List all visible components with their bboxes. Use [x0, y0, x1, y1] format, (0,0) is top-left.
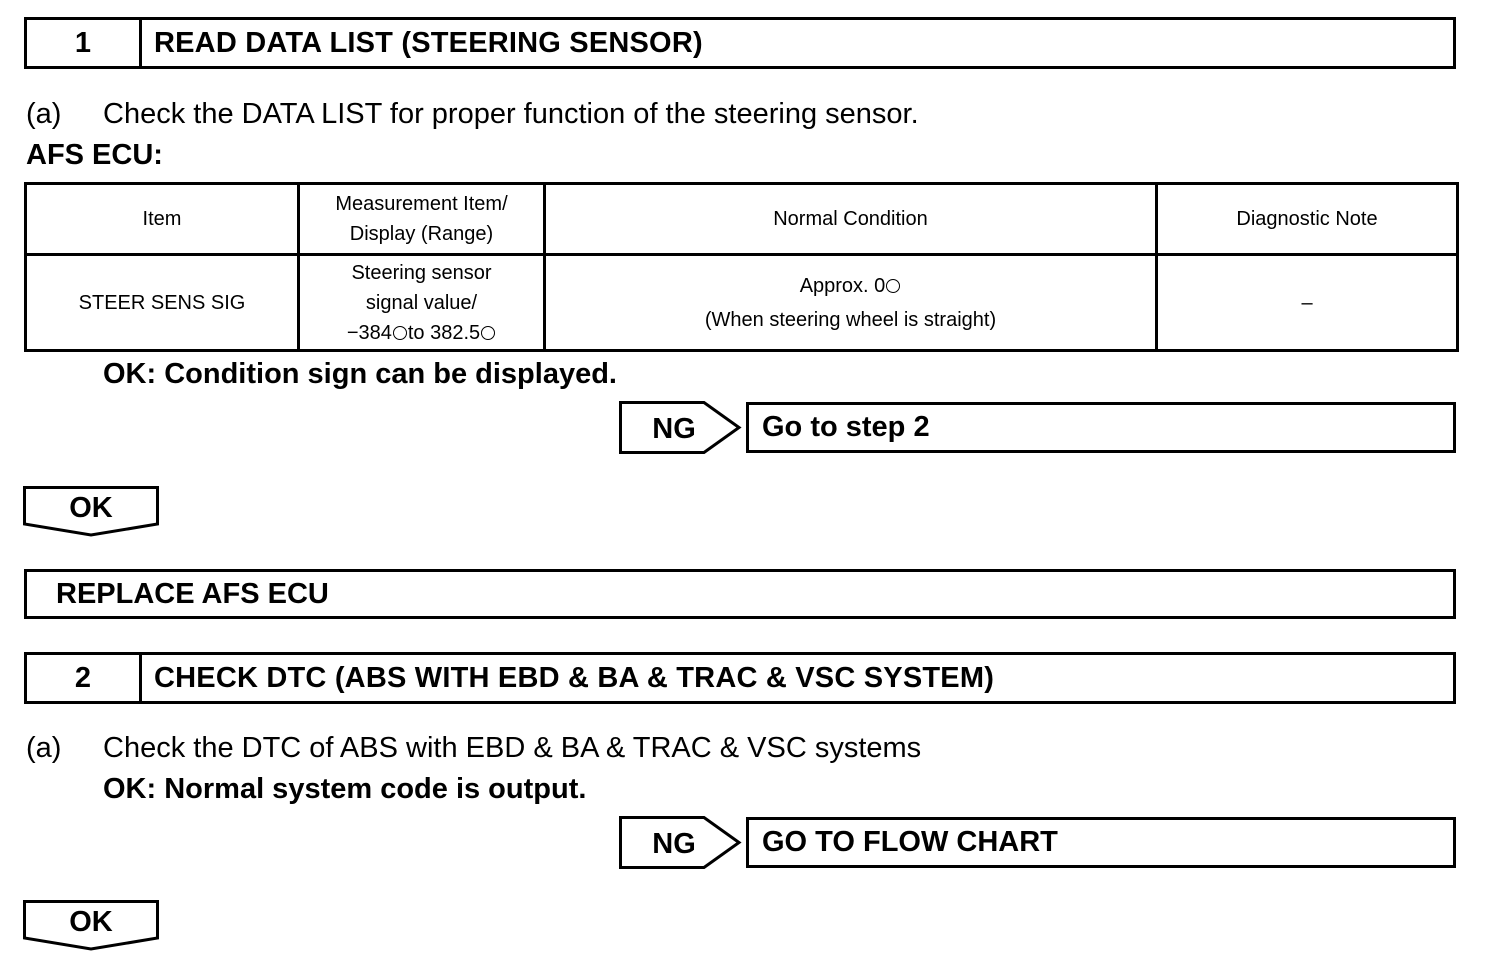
step-1-title: READ DATA LIST (STEERING SENSOR) [154, 26, 703, 59]
cell-measurement-range [304, 318, 539, 348]
step-2-ng-arrow [619, 816, 743, 869]
header-measurement-line1: Measurement Item/ [335, 193, 508, 215]
cell-normal-condition [545, 255, 1157, 351]
degree-icon [886, 279, 900, 293]
header-diagnostic-note: Diagnostic Note [1157, 184, 1458, 255]
cell-item: STEER SENS SIG [26, 255, 299, 351]
range-min: −384 [346, 321, 392, 344]
cell-measurement-line1: Steering sensor [351, 261, 492, 284]
table-header-row [26, 184, 1458, 255]
step-2-number: 2 [27, 655, 142, 701]
table-row [26, 255, 1458, 351]
header-item: Item [26, 184, 299, 255]
step-1-ng-arrow [619, 401, 743, 454]
step-2-ng-action: GO TO FLOW CHART [746, 817, 1456, 868]
header-measurement [299, 184, 545, 255]
step-1-header [24, 17, 1456, 69]
step-1-number: 1 [27, 20, 142, 66]
data-list-table [24, 182, 1459, 352]
afs-ecu-label: AFS ECU: [26, 139, 163, 171]
header-measurement-line2: Display (Range) [349, 223, 494, 245]
step-1-ng-action: Go to step 2 [746, 402, 1456, 453]
range-max: to 382.5 [407, 321, 481, 344]
step-2-instruction: Check the DTC of ABS with EBD & BA & TRAC & VSC systems [103, 732, 922, 764]
step-1-ng-label: NG [652, 413, 696, 445]
step-2-header [24, 652, 1456, 704]
step-2-instruction-marker: (a) [26, 732, 62, 764]
step-1-ok-label: OK [69, 492, 113, 524]
step-1-ok-tag [23, 486, 159, 536]
step-1-instruction-marker: (a) [26, 98, 62, 130]
step-1-ok-condition: OK: Condition sign can be displayed. [103, 358, 617, 390]
cell-diagnostic-note: – [1157, 255, 1458, 351]
cell-measurement-line2: signal value/ [365, 291, 478, 314]
step-2-ok-tag [23, 900, 159, 950]
step-1-instruction: Check the DATA LIST for proper function of the steering sensor. [103, 98, 919, 130]
degree-icon [393, 326, 407, 340]
cell-normal-line2: (When steering wheel is straight) [704, 308, 997, 331]
normal-approx: Approx. 0 [799, 274, 886, 297]
cell-normal-line1 [550, 269, 1151, 303]
degree-icon [481, 326, 495, 340]
cell-measurement [299, 255, 545, 351]
step-2-title: CHECK DTC (ABS WITH EBD & BA & TRAC & VSC SYSTEM) [154, 661, 995, 694]
replace-afs-ecu-box: REPLACE AFS ECU [24, 569, 1456, 619]
step-2-ok-label: OK [69, 906, 113, 938]
step-2-ok-condition: OK: Normal system code is output. [103, 773, 587, 805]
header-normal-condition: Normal Condition [545, 184, 1157, 255]
step-2-ng-label: NG [652, 828, 696, 860]
